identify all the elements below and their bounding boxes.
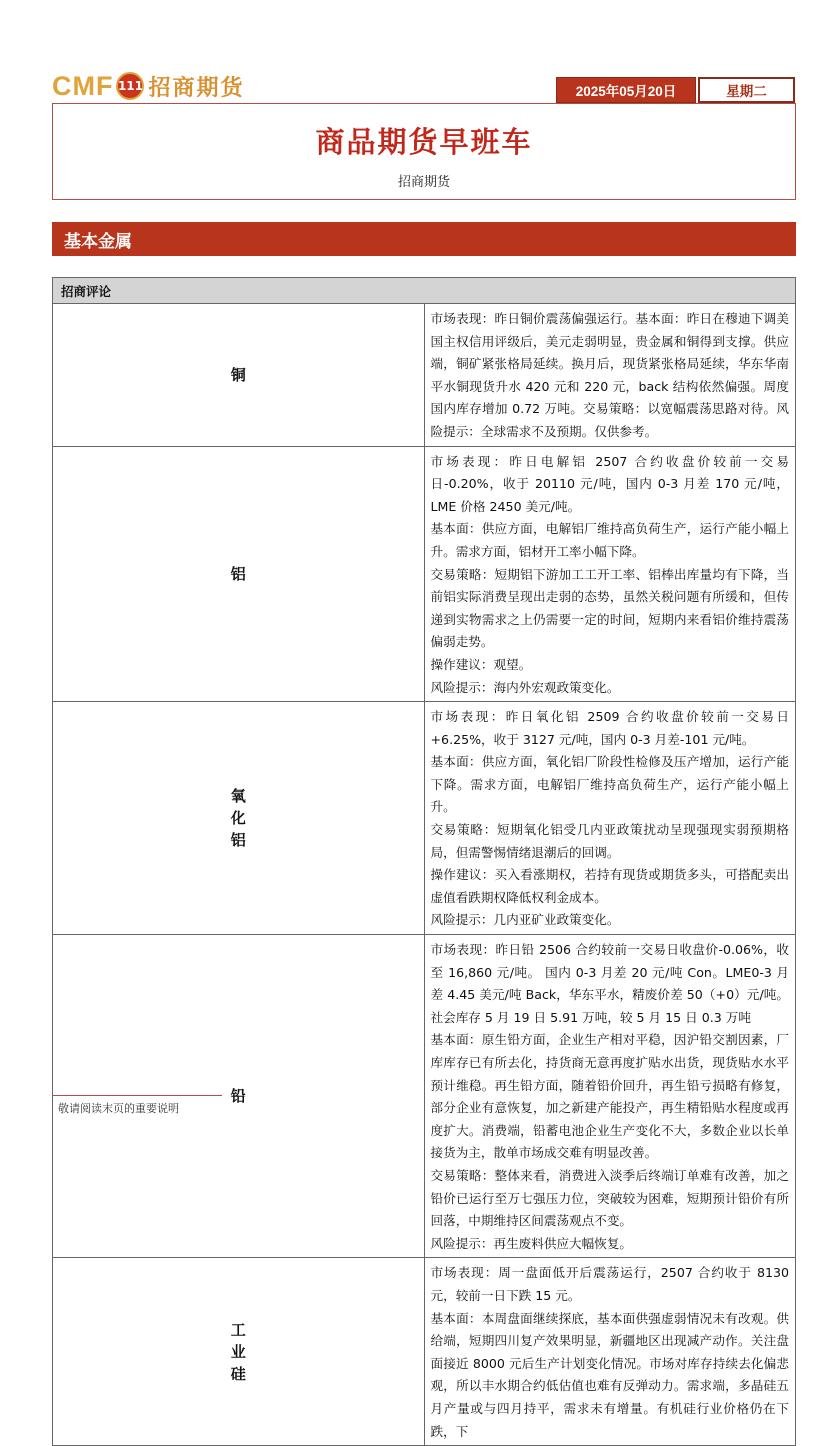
commodity-name-char: 化 <box>230 809 246 828</box>
commentary-cell <box>424 702 796 935</box>
commentary-paragraph: 风险提示：几内亚矿业政策变化。 <box>430 912 620 928</box>
table-row <box>53 935 796 1258</box>
commodity-name <box>53 304 425 447</box>
commentary-cell <box>424 935 796 1258</box>
commentary-paragraph: 市场表现：周一盘面低开后震荡运行，2507 合约收于 8130 元，较前一日下跌 15 元。 <box>430 1265 789 1303</box>
footer-note: 敬请阅读末页的重要说明 <box>58 1102 179 1115</box>
table-row <box>53 702 796 935</box>
logo-seal-icon: 111 <box>116 72 144 100</box>
commodity-name <box>53 1258 425 1446</box>
table-header: 招商评论 <box>53 278 796 304</box>
commentary-paragraph: 交易策略：短期氧化铝受几内亚政策扰动呈现强现实弱预期格局，但需警惕情绪退潮后的回调。 <box>430 822 789 860</box>
logo-company-name: 招商期货 <box>148 75 245 101</box>
commentary-cell <box>424 1258 796 1446</box>
commodity-name-char: 铝 <box>230 564 246 583</box>
commentary-paragraph: 基本面：本周盘面继续探底，基本面供强虚弱情况未有改观。供给端，短期四川复产效果明显，新疆地区出现减产动作。关注盘面接近 8000 元后生产计划变化情况。市场对库存持续去化偏悲观，所以丰水期合约低估值也难有反弹动力。需求端，多晶硅五月产量或与四月持平，需求未有增量。有机硅行业价格仍在下跌，下 <box>430 1310 789 1439</box>
commentary-paragraph: 基本面：供应方面，电解铝厂维持高负荷生产，运行产能小幅上升。需求方面，铝材开工率小幅下降。 <box>430 521 789 559</box>
commentary-paragraph: 风险提示：海内外宏观政策变化。 <box>430 679 620 695</box>
commodity-name-char: 铝 <box>230 831 246 850</box>
table-header-row <box>53 278 796 304</box>
report-weekday: 星期二 <box>698 77 795 103</box>
commentary-paragraph: 交易策略：整体来看，消费进入淡季后终端订单难有改善，加之铅价已运行至万七强压力位，突破较为困难，短期预计铅价有所回落，中期维持区间震荡观点不变。 <box>430 1167 789 1229</box>
commodity-name <box>53 446 425 702</box>
commentary-paragraph: 操作建议：买入看涨期权，若持有现货或期货多头，可搭配卖出虚值看跌期权降低权利金成本。 <box>430 867 789 905</box>
table-row <box>53 446 796 702</box>
commentary-paragraph: 市场表现：昨日氧化铝 2509 合约收盘价较前一交易日+6.25%，收于 3127 元/吨，国内 0-3 月差-101 元/吨。 <box>430 709 789 747</box>
title-box <box>52 103 796 200</box>
page-title: 商品期货早班车 <box>315 125 533 159</box>
table-row <box>53 304 796 447</box>
commodity-name-char: 硅 <box>230 1364 246 1383</box>
commentary-cell <box>424 446 796 702</box>
commentary-paragraph: 基本面：供应方面，氧化铝厂阶段性检修及压产增加，运行产能下降。需求方面，电解铝厂维持高负荷生产，运行产能小幅上升。 <box>430 754 789 815</box>
page-subtitle: 招商期货 <box>397 175 450 190</box>
commentary-paragraph: 基本面：原生铅方面，企业生产相对平稳，因沪铅交割因素，厂库库存已有所去化，持货商无意再度扩贴水出货，现货贴水水平预计维稳。再生铅方面，随着铅价回升，再生铅亏损略有修复，部分企业有意恢复，加之新建产能投产，再生精铅贴水程度或再度扩大。消费端，铅蓄电池企业生产变化不大，多数企业以长单接货为主，散单市场成交难有明显改善。 <box>430 1032 789 1161</box>
commodity-name-char: 铅 <box>230 1087 246 1106</box>
commentary-cell <box>424 304 796 447</box>
report-date: 2025年05月20日 <box>556 77 696 103</box>
commodity-name-char: 氧 <box>230 787 246 806</box>
commentary-paragraph: 市场表现：昨日电解铝 2507 合约收盘价较前一交易日-0.20%，收于 20110 元/吨，国内 0-3 月差 170 元/吨，LME 价格 2450 美元/吨。 <box>430 453 789 514</box>
commentary-paragraph: 市场表现：昨日铜价震荡偏强运行。基本面：昨日在穆迪下调美国主权信用评级后，美元走弱明显，贵金属和铜得到支撑。供应端，铜矿紧张格局延续。换月后，现货紧张格局延续，华东华南平水铜现货升水 420 元和 220 元，back 结构依然偏强。周度国内库存增加 0.72 万吨。交易策略：以宽幅震荡思路对待。风险提示：全球需求不及预期。仅供参考。 <box>430 311 789 439</box>
commodity-name-char: 业 <box>230 1342 246 1361</box>
commodity-name <box>53 702 425 935</box>
commentary-paragraph: 操作建议：观望。 <box>430 656 532 672</box>
section-heading: 基本金属 <box>52 222 796 256</box>
company-logo <box>52 68 245 104</box>
footer-divider <box>52 1095 222 1096</box>
commodity-name-char: 工 <box>230 1320 246 1339</box>
table-row <box>53 1258 796 1446</box>
commodity-name <box>53 935 425 1258</box>
commentary-table <box>52 277 796 1446</box>
logo-cmf-text: CMF <box>52 70 114 101</box>
commentary-paragraph: 交易策略：短期铝下游加工工开工率、铝棒出库量均有下降，当前铝实际消费呈现出走弱的态势，虽然关税问题有所缓和，但传递到实物需求之上仍需要一定的时间，短期内来看铝价维持震荡偏弱走势。 <box>430 566 789 650</box>
commentary-paragraph: 风险提示：再生废料供应大幅恢复。 <box>430 1235 632 1251</box>
commentary-paragraph: 市场表现：昨日铅 2506 合约较前一交易日收盘价-0.06%，收至 16,860 元/吨。 国内 0-3 月差 20 元/吨 Con。LME0-3 月差 4.45 美元/吨 Back，华东平水，精废价差 50（+0）元/吨。社会库存 5 月 19 日 5.91 万吨，较 5 月 15 日 0.3 万吨 <box>430 942 789 1025</box>
commodity-name-char: 铜 <box>230 365 246 384</box>
